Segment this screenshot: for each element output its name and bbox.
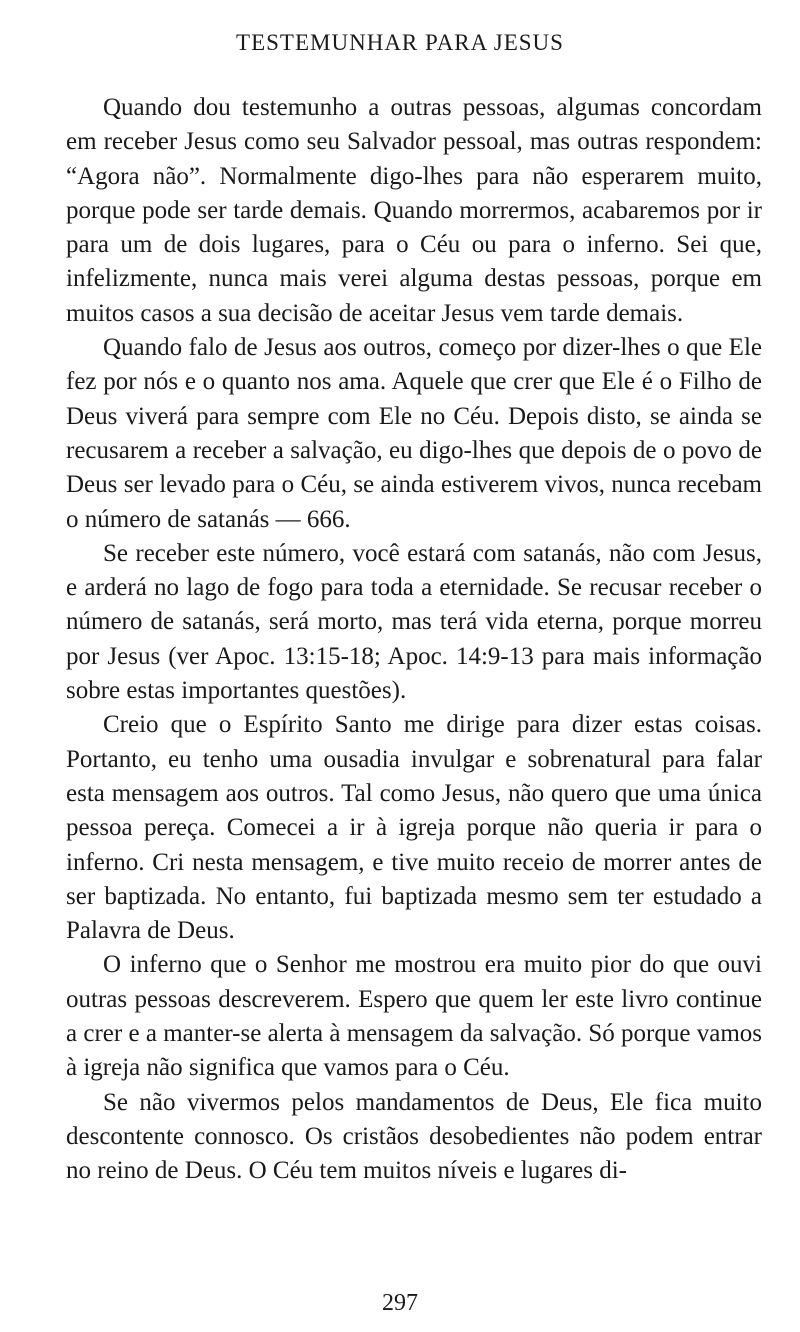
paragraph: Creio que o Espírito Santo me dirige para dizer estas coisas. Portanto, eu tenho uma ousadia invulgar e sobrenatural para falar esta mensagem aos outros. Tal como Jesus, não quero que uma única pessoa pereça. Comecei a ir à igreja porque não queria ir para o inferno. Cri nesta mensagem, e tive muito receio de morrer antes de ser baptizada. No entanto, fui baptizada mesmo sem ter estudado a Palavra de Deus.: [66, 711, 762, 945]
paragraph: Se receber este número, você estará com satanás, não com Jesus, e arderá no lago de fogo para toda a eternidade. Se recusar receber o número de satanás, será morto, mas terá vida eterna, porque morreu por Jesus (ver Apoc. 13:15-18; Apoc. 14:9-13 para mais informação sobre estas importantes questões).: [66, 539, 762, 705]
paragraph: Quando falo de Jesus aos outros, começo por dizer-lhes o que Ele fez por nós e o quanto nos ama. Aquele que crer que Ele é o Filho de Deus viverá para sempre com Ele no Céu. Depois disto, se ainda se recusarem a receber a salvação, eu digo-lhes que depois de o povo de Deus ser levado para o Céu, se ainda estiverem vivos, nunca recebam o número de satanás — 666.: [66, 334, 762, 533]
running-head-title: TESTEMUNHAR PARA JESUS: [236, 30, 564, 55]
paragraph: Quando dou testemunho a outras pessoas, algumas concordam em receber Jesus como seu Salvador pessoal, mas outras respondem: “Agora não”. Normalmente digo-lhes para não esperarem muito, porque pode ser tarde demais. Quando morrermos, acabaremos por ir para um de dois lugares, para o Céu ou para o inferno. Sei que, infelizmente, nunca mais verei alguma destas pessoas, porque em muitos casos a sua decisão de aceitar Jesus vem tarde demais.: [66, 94, 762, 327]
paragraph: Se não vivermos pelos mandamentos de Deus, Ele fica muito descontente connosco. Os cristãos desobedientes não podem entrar no reino de Deus. O Céu tem muitos níveis e lugares di-: [66, 1088, 762, 1185]
page-number: 297: [382, 1290, 418, 1316]
body-text: [66, 91, 762, 1189]
paragraph: O inferno que o Senhor me mostrou era muito pior do que ouvi outras pessoas descreverem. Espero que quem ler este livro continue a crer e a manter-se alerta à mensagem da salvação. Só porque vamos à igreja não significa que vamos para o Céu.: [66, 951, 762, 1082]
